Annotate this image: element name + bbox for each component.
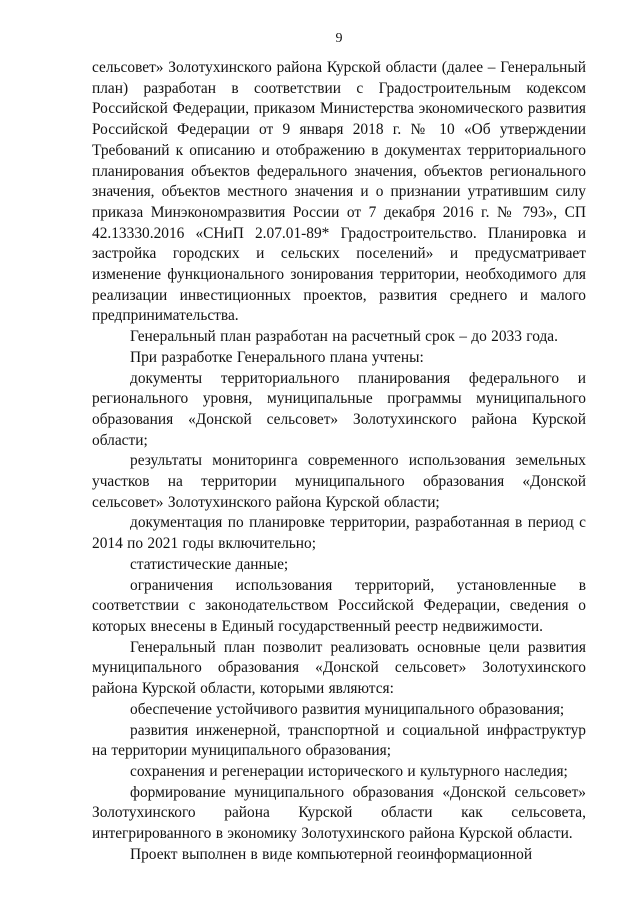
paragraph-term: Генеральный план разработан на расчетный срок – до 2033 года. [130,328,558,346]
list-item-infrastructure: развития инженерной, транспортной и социальной инфраструктур на территории муниципального образования; [92,721,586,760]
list-item-planning-documentation: документация по планировке территории, разработанная в период с 2014 по 2021 годы включительно; [92,514,586,553]
list-item-planning-documents: документы территориального планирования федерального и регионального уровня, муниципальные программы муниципального образования «Донской сельсовет» Золотухинского района Курской области; [92,369,586,449]
list-item-heritage: сохранения и регенерации исторического и культурного наследия; [130,762,568,780]
paragraph-goals-intro: Генеральный план позволит реализовать основные цели развития муниципального образования «Донской сельсовет» Золотухинского района Курской области, которыми являются: [92,638,586,698]
list-item-monitoring-results: результаты мониторинга современного использования земельных участков на территории муниципального образования «Донской сельсовет» Золотухинского района Курской области; [92,452,586,511]
paragraph-project-format: Проект выполнен в виде компьютерной геоинформационной [130,845,533,863]
list-item-statistics: статистические данные; [130,555,289,573]
page-number: 9 [335,31,343,46]
paragraph-general-plan-basis: сельсовет» Золотухинского района Курской области (далее – Генеральный план) разработан в соответствии с Градостроительным кодексом Российской Федерации, приказом Министерства экономического развития Российской Федерации от 9 января 2018 г. № 10 «Об утверждении Требований к описанию и отображению в документах территориального планирования объектов федерального значения, объектов регионального значения, объектов местного значения и о признании утратившим силу приказа Минэкономразвития России от 7 декабря 2016 г. № 793», СП 42.13330.2016 «СНиП 2.07.01-89* Градостроительство. Планировка и застройка городских и сельских поселений» и предусматривает изменение функционального зонирования территории, необходимого для реализации инвестиционных проектов, развития среднего и малого предпринимательства. [92,59,586,325]
list-item-sustainable-development: обеспечение устойчивого развития муниципального образования; [130,700,565,718]
list-item-restrictions: ограничения использования территорий, установленные в соответствии с законодательством Российской Федерации, сведения о которых внесены в Единый государственный реестр недвижимости. [92,576,586,635]
list-item-integration: формирование муниципального образования «Донской сельсовет» Золотухинского района Курской области как сельсовета, интегрированного в экономику Золотухинского района Курской области. [92,783,586,843]
paragraph-considered-intro: При разработке Генерального плана учтены: [130,348,424,366]
